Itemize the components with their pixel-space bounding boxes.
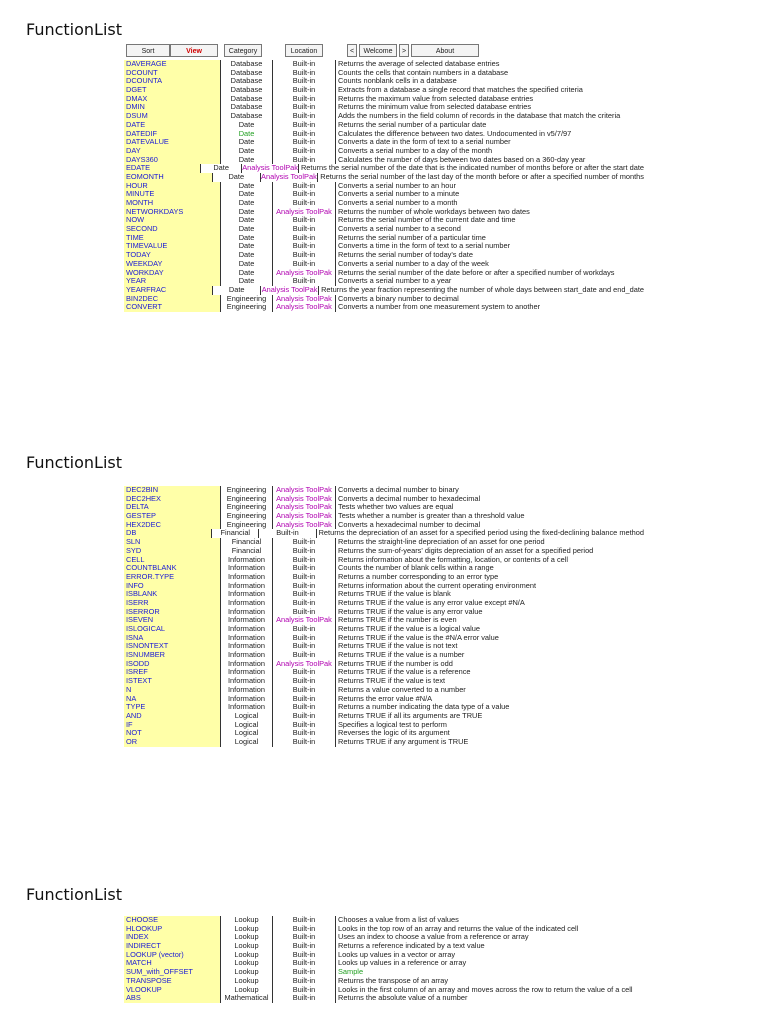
description-cell: Converts a serial number to a month bbox=[335, 199, 644, 208]
description-cell: Returns the year fraction representing the number of whole days between start_date and end_date bbox=[318, 286, 644, 295]
location-cell: Built-in bbox=[272, 959, 335, 968]
description-cell: Returns TRUE if the value is a reference bbox=[335, 668, 644, 677]
description-cell: Converts a decimal number to binary bbox=[335, 486, 644, 495]
description-cell: Returns TRUE if the number is even bbox=[335, 616, 644, 625]
prev-button[interactable]: < bbox=[347, 44, 357, 57]
view-button[interactable]: View bbox=[170, 44, 218, 57]
description-cell: Returns the serial number of the date that is the indicated number of months before or after the start date bbox=[298, 164, 644, 173]
description-cell: Returns information about the current operating environment bbox=[335, 582, 644, 591]
category-cell: Lookup bbox=[220, 968, 272, 977]
function-table bbox=[124, 916, 644, 1003]
function-name-cell[interactable]: CHOOSE bbox=[124, 916, 220, 925]
description-cell: Returns the average of selected database entries bbox=[335, 60, 644, 69]
table-row bbox=[124, 738, 644, 747]
table-row bbox=[124, 959, 644, 968]
function-name-cell[interactable]: ISERROR bbox=[124, 608, 220, 617]
function-name-cell[interactable]: IF bbox=[124, 721, 220, 730]
location-cell: Analysis ToolPak bbox=[272, 495, 335, 504]
category-cell: Logical bbox=[220, 729, 272, 738]
category-cell: Logical bbox=[220, 738, 272, 747]
category-cell: Information bbox=[220, 642, 272, 651]
location-cell: Built-in bbox=[272, 933, 335, 942]
description-cell: Counts the cells that contain numbers in a database bbox=[335, 69, 644, 78]
location-cell: Built-in bbox=[272, 599, 335, 608]
category-cell: Engineering bbox=[220, 503, 272, 512]
function-name-cell[interactable]: SECOND bbox=[124, 225, 220, 234]
location-cell: Built-in bbox=[272, 634, 335, 643]
function-name-cell[interactable]: DMIN bbox=[124, 103, 220, 112]
category-cell: Information bbox=[220, 703, 272, 712]
location-cell: Built-in bbox=[272, 695, 335, 704]
description-cell: Returns TRUE if the value is a number bbox=[335, 651, 644, 660]
function-name-cell[interactable]: WORKDAY bbox=[124, 269, 220, 278]
function-name-cell[interactable]: NETWORKDAYS bbox=[124, 208, 220, 217]
category-cell: Date bbox=[220, 156, 272, 165]
description-cell: Converts a binary number to decimal bbox=[335, 295, 644, 304]
function-name-cell[interactable]: BIN2DEC bbox=[124, 295, 220, 304]
category-cell: Information bbox=[220, 556, 272, 565]
category-cell: Date bbox=[212, 286, 260, 295]
description-cell: Returns the serial number of today's date bbox=[335, 251, 644, 260]
location-cell: Built-in bbox=[272, 156, 335, 165]
location-cell: Analysis ToolPak bbox=[272, 521, 335, 530]
sort-button[interactable]: Sort bbox=[126, 44, 170, 57]
category-cell: Date bbox=[212, 173, 260, 182]
location-cell: Analysis ToolPak bbox=[272, 486, 335, 495]
category-cell: Engineering bbox=[220, 303, 272, 312]
function-name-cell[interactable]: N bbox=[124, 686, 220, 695]
category-cell: Database bbox=[220, 103, 272, 112]
description-cell: Converts a serial number to a minute bbox=[335, 190, 644, 199]
location-cell: Built-in bbox=[272, 916, 335, 925]
function-name-cell[interactable]: VLOOKUP bbox=[124, 986, 220, 995]
function-name-cell[interactable]: SYD bbox=[124, 547, 220, 556]
location-cell: Built-in bbox=[272, 564, 335, 573]
function-name-cell[interactable]: INDIRECT bbox=[124, 942, 220, 951]
category-cell: Engineering bbox=[220, 521, 272, 530]
function-name-cell[interactable]: DELTA bbox=[124, 503, 220, 512]
description-cell: Returns the serial number of a particular time bbox=[335, 234, 644, 243]
function-name-cell[interactable]: DEC2HEX bbox=[124, 495, 220, 504]
function-name-cell[interactable]: ISBLANK bbox=[124, 590, 220, 599]
function-name-cell[interactable]: ISREF bbox=[124, 668, 220, 677]
description-cell: Returns TRUE if any argument is TRUE bbox=[335, 738, 644, 747]
location-cell: Built-in bbox=[272, 651, 335, 660]
location-cell: Built-in bbox=[272, 121, 335, 130]
function-name-cell[interactable]: ISODD bbox=[124, 660, 220, 669]
location-cell: Built-in bbox=[272, 277, 335, 286]
description-cell: Looks in the top row of an array and returns the value of the indicated cell bbox=[335, 925, 644, 934]
location-cell: Built-in bbox=[272, 642, 335, 651]
description-cell: Converts a number from one measurement system to another bbox=[335, 303, 644, 312]
category-cell: Date bbox=[220, 251, 272, 260]
page-title: FunctionList bbox=[26, 20, 123, 39]
location-cell: Built-in bbox=[272, 625, 335, 634]
category-cell: Date bbox=[220, 260, 272, 269]
description-cell: Returns the serial number of the current date and time bbox=[335, 216, 644, 225]
page-title: FunctionList bbox=[26, 885, 123, 904]
description-cell: Returns the sum-of-years' digits depreciation of an asset for a specified period bbox=[335, 547, 644, 556]
description-cell: Returns TRUE if the value is blank bbox=[335, 590, 644, 599]
location-cell: Built-in bbox=[272, 686, 335, 695]
category-cell: Lookup bbox=[220, 925, 272, 934]
category-cell: Date bbox=[220, 242, 272, 251]
function-name-cell[interactable]: DAYS360 bbox=[124, 156, 220, 165]
function-name-cell[interactable]: WEEKDAY bbox=[124, 260, 220, 269]
location-cell: Built-in bbox=[272, 538, 335, 547]
location-cell: Analysis ToolPak bbox=[272, 208, 335, 217]
function-name-cell[interactable]: ISNUMBER bbox=[124, 651, 220, 660]
function-name-cell[interactable]: EDATE bbox=[124, 164, 200, 173]
category-cell: Information bbox=[220, 660, 272, 669]
function-name-cell[interactable]: LOOKUP (vector) bbox=[124, 951, 220, 960]
description-cell: Converts a date in the form of text to a serial number bbox=[335, 138, 644, 147]
function-name-cell[interactable]: HOUR bbox=[124, 182, 220, 191]
category-button[interactable]: Category bbox=[224, 44, 262, 57]
description-cell: Tests whether a number is greater than a threshold value bbox=[335, 512, 644, 521]
function-name-cell[interactable]: HEX2DEC bbox=[124, 521, 220, 530]
location-cell: Built-in bbox=[272, 721, 335, 730]
category-cell: Lookup bbox=[220, 942, 272, 951]
function-name-cell[interactable]: ISTEXT bbox=[124, 677, 220, 686]
function-name-cell[interactable]: ABS bbox=[124, 994, 220, 1003]
category-cell: Information bbox=[220, 686, 272, 695]
description-cell: Returns TRUE if the value is a logical value bbox=[335, 625, 644, 634]
category-cell: Date bbox=[220, 121, 272, 130]
description-cell: Converts a decimal number to hexadecimal bbox=[335, 495, 644, 504]
description-cell: Specifies a logical test to perform bbox=[335, 721, 644, 730]
function-name-cell[interactable]: ISEVEN bbox=[124, 616, 220, 625]
about-button[interactable]: About bbox=[411, 44, 479, 57]
category-cell: Financial bbox=[211, 529, 258, 538]
description-cell: Returns TRUE if the number is odd bbox=[335, 660, 644, 669]
description-cell: Converts a hexadecimal number to decimal bbox=[335, 521, 644, 530]
function-name-cell[interactable]: COUNTBLANK bbox=[124, 564, 220, 573]
description-cell: Looks up values in a reference or array bbox=[335, 959, 644, 968]
function-name-cell[interactable]: TRANSPOSE bbox=[124, 977, 220, 986]
function-name-cell[interactable]: HLOOKUP bbox=[124, 925, 220, 934]
description-cell: Extracts from a database a single record that matches the specified criteria bbox=[335, 86, 644, 95]
location-cell: Built-in bbox=[272, 738, 335, 747]
location-cell: Built-in bbox=[272, 225, 335, 234]
function-name-cell[interactable]: CELL bbox=[124, 556, 220, 565]
location-cell: Analysis ToolPak bbox=[272, 295, 335, 304]
function-name-cell[interactable]: DMAX bbox=[124, 95, 220, 104]
description-cell: Reverses the logic of its argument bbox=[335, 729, 644, 738]
function-name-cell[interactable]: DCOUNTA bbox=[124, 77, 220, 86]
function-name-cell[interactable]: ISERR bbox=[124, 599, 220, 608]
function-name-cell[interactable]: DGET bbox=[124, 86, 220, 95]
category-cell: Engineering bbox=[220, 486, 272, 495]
description-cell: Returns the serial number of the last day of the month before or after a specified number of months bbox=[317, 173, 644, 182]
location-cell: Built-in bbox=[272, 95, 335, 104]
category-cell: Date bbox=[220, 182, 272, 191]
location-cell: Built-in bbox=[272, 86, 335, 95]
location-cell: Analysis ToolPak bbox=[272, 660, 335, 669]
category-cell: Information bbox=[220, 616, 272, 625]
category-cell: Information bbox=[220, 590, 272, 599]
function-name-cell[interactable]: DCOUNT bbox=[124, 69, 220, 78]
category-cell: Date bbox=[220, 277, 272, 286]
location-cell: Built-in bbox=[272, 216, 335, 225]
function-name-cell[interactable]: GESTEP bbox=[124, 512, 220, 521]
category-cell: Information bbox=[220, 564, 272, 573]
location-cell: Built-in bbox=[272, 260, 335, 269]
location-cell: Built-in bbox=[272, 190, 335, 199]
location-cell: Built-in bbox=[272, 199, 335, 208]
location-cell: Built-in bbox=[272, 103, 335, 112]
description-cell: Looks in the first column of an array and moves across the row to return the value of a cell bbox=[335, 986, 644, 995]
location-cell: Built-in bbox=[272, 77, 335, 86]
location-cell: Built-in bbox=[272, 130, 335, 139]
function-name-cell[interactable]: NOT bbox=[124, 729, 220, 738]
function-name-cell[interactable]: AND bbox=[124, 712, 220, 721]
description-cell: Returns the error value #N/A bbox=[335, 695, 644, 704]
function-name-cell[interactable]: DEC2BIN bbox=[124, 486, 220, 495]
description-cell: Tests whether two values are equal bbox=[335, 503, 644, 512]
function-name-cell[interactable]: CONVERT bbox=[124, 303, 220, 312]
category-cell: Information bbox=[220, 668, 272, 677]
welcome-button[interactable]: Welcome bbox=[359, 44, 397, 57]
function-name-cell[interactable]: TODAY bbox=[124, 251, 220, 260]
category-cell: Date bbox=[220, 234, 272, 243]
description-cell: Returns the serial number of the date before or after a specified number of workdays bbox=[335, 269, 644, 278]
category-cell: Mathematical bbox=[220, 994, 272, 1003]
category-cell: Lookup bbox=[220, 959, 272, 968]
category-cell: Engineering bbox=[220, 512, 272, 521]
description-cell: Returns TRUE if the value is any error value except #N/A bbox=[335, 599, 644, 608]
location-cell: Built-in bbox=[272, 556, 335, 565]
description-cell: Returns a value converted to a number bbox=[335, 686, 644, 695]
description-cell: Counts nonblank cells in a database bbox=[335, 77, 644, 86]
location-button[interactable]: Location bbox=[285, 44, 323, 57]
category-cell: Information bbox=[220, 599, 272, 608]
function-name-cell[interactable]: EOMONTH bbox=[124, 173, 212, 182]
description-cell: Returns information about the formatting, location, or contents of a cell bbox=[335, 556, 644, 565]
location-cell: Built-in bbox=[272, 703, 335, 712]
location-cell: Analysis ToolPak bbox=[272, 616, 335, 625]
category-cell: Financial bbox=[220, 538, 272, 547]
function-name-cell[interactable]: ISNONTEXT bbox=[124, 642, 220, 651]
function-name-cell[interactable]: DATEDIF bbox=[124, 130, 220, 139]
description-cell: Returns the minimum value from selected database entries bbox=[335, 103, 644, 112]
category-cell: Database bbox=[220, 86, 272, 95]
description-cell: Returns a number indicating the data type of a value bbox=[335, 703, 644, 712]
description-cell: Uses an index to choose a value from a reference or array bbox=[335, 933, 644, 942]
location-cell: Built-in bbox=[272, 138, 335, 147]
description-cell: Converts a serial number to a year bbox=[335, 277, 644, 286]
description-cell: Sample bbox=[335, 968, 644, 977]
location-cell: Built-in bbox=[272, 234, 335, 243]
location-cell: Built-in bbox=[272, 573, 335, 582]
description-cell: Converts a serial number to a day of the week bbox=[335, 260, 644, 269]
location-cell: Analysis ToolPak bbox=[272, 269, 335, 278]
category-cell: Date bbox=[220, 147, 272, 156]
category-cell: Information bbox=[220, 651, 272, 660]
location-cell: Analysis ToolPak bbox=[272, 303, 335, 312]
function-table bbox=[124, 44, 644, 312]
location-cell: Built-in bbox=[272, 986, 335, 995]
category-cell: Information bbox=[220, 573, 272, 582]
location-cell: Built-in bbox=[272, 712, 335, 721]
function-name-cell[interactable]: INFO bbox=[124, 582, 220, 591]
location-cell: Built-in bbox=[272, 251, 335, 260]
category-cell: Lookup bbox=[220, 986, 272, 995]
category-cell: Information bbox=[220, 582, 272, 591]
location-cell: Built-in bbox=[272, 112, 335, 121]
location-cell: Built-in bbox=[272, 968, 335, 977]
category-cell: Logical bbox=[220, 721, 272, 730]
category-cell: Date bbox=[220, 138, 272, 147]
location-cell: Built-in bbox=[272, 994, 335, 1003]
function-name-cell[interactable]: NA bbox=[124, 695, 220, 704]
description-cell: Returns the transpose of an array bbox=[335, 977, 644, 986]
description-cell: Returns the absolute value of a number bbox=[335, 994, 644, 1003]
location-cell: Built-in bbox=[272, 608, 335, 617]
table-body bbox=[124, 916, 644, 1003]
location-cell: Built-in bbox=[272, 977, 335, 986]
function-name-cell[interactable]: ISLOGICAL bbox=[124, 625, 220, 634]
category-cell: Information bbox=[220, 608, 272, 617]
description-cell: Calculates the difference between two dates. Undocumented in v5/7/97 bbox=[335, 130, 644, 139]
function-name-cell[interactable]: DATE bbox=[124, 121, 220, 130]
description-cell: Returns the number of whole workdays between two dates bbox=[335, 208, 644, 217]
description-cell: Returns the serial number of a particular date bbox=[335, 121, 644, 130]
function-table bbox=[124, 486, 644, 747]
function-name-cell[interactable]: DSUM bbox=[124, 112, 220, 121]
description-cell: Returns TRUE if all its arguments are TRUE bbox=[335, 712, 644, 721]
description-cell: Returns the straight-line depreciation of an asset for one period bbox=[335, 538, 644, 547]
location-cell: Built-in bbox=[272, 668, 335, 677]
description-cell: Converts a serial number to an hour bbox=[335, 182, 644, 191]
location-cell: Analysis ToolPak bbox=[261, 171, 317, 181]
function-name-cell[interactable]: DAVERAGE bbox=[124, 60, 220, 69]
category-cell: Database bbox=[220, 95, 272, 104]
description-cell: Looks up values in a vector or array bbox=[335, 951, 644, 960]
description-cell: Returns TRUE if the value is any error value bbox=[335, 608, 644, 617]
table-row bbox=[124, 994, 644, 1003]
description-cell: Returns TRUE if the value is not text bbox=[335, 642, 644, 651]
location-cell: Built-in bbox=[272, 925, 335, 934]
description-cell: Converts a serial number to a day of the month bbox=[335, 147, 644, 156]
description-cell: Returns a number corresponding to an error type bbox=[335, 573, 644, 582]
location-cell: Built-in bbox=[258, 529, 315, 538]
category-cell: Engineering bbox=[220, 495, 272, 504]
location-cell: Built-in bbox=[272, 677, 335, 686]
function-name-cell[interactable]: SLN bbox=[124, 538, 220, 547]
function-name-cell[interactable]: MATCH bbox=[124, 959, 220, 968]
location-cell: Built-in bbox=[272, 242, 335, 251]
category-cell: Engineering bbox=[220, 295, 272, 304]
location-cell: Analysis ToolPak bbox=[242, 163, 298, 173]
category-cell: Date bbox=[220, 216, 272, 225]
function-name-cell[interactable]: DAY bbox=[124, 147, 220, 156]
function-name-cell[interactable]: DB bbox=[124, 529, 211, 538]
category-cell: Database bbox=[220, 77, 272, 86]
location-cell: Built-in bbox=[272, 582, 335, 591]
location-cell: Built-in bbox=[272, 942, 335, 951]
function-name-cell[interactable]: YEARFRAC bbox=[124, 286, 212, 295]
description-cell: Converts a time in the form of text to a serial number bbox=[335, 242, 644, 251]
function-name-cell[interactable]: OR bbox=[124, 738, 220, 747]
location-cell: Built-in bbox=[272, 590, 335, 599]
description-cell: Adds the numbers in the field column of records in the database that match the criteria bbox=[335, 112, 644, 121]
location-cell: Built-in bbox=[272, 147, 335, 156]
table-body bbox=[124, 486, 644, 747]
location-cell: Analysis ToolPak bbox=[272, 503, 335, 512]
function-name-cell[interactable]: INDEX bbox=[124, 933, 220, 942]
function-name-cell[interactable]: TYPE bbox=[124, 703, 220, 712]
category-cell: Information bbox=[220, 625, 272, 634]
function-name-cell[interactable]: ERROR.TYPE bbox=[124, 573, 220, 582]
description-cell: Returns TRUE if the value is text bbox=[335, 677, 644, 686]
category-cell: Lookup bbox=[220, 933, 272, 942]
category-cell: Database bbox=[220, 69, 272, 78]
category-cell: Date bbox=[220, 269, 272, 278]
location-cell: Built-in bbox=[272, 182, 335, 191]
function-name-cell[interactable]: TIMEVALUE bbox=[124, 242, 220, 251]
category-cell: Financial bbox=[220, 547, 272, 556]
category-cell: Database bbox=[220, 60, 272, 69]
function-name-cell[interactable]: NOW bbox=[124, 216, 220, 225]
function-name-cell[interactable]: SUM_with_OFFSET bbox=[124, 968, 220, 977]
category-cell: Date bbox=[220, 130, 272, 139]
function-name-cell[interactable]: ISNA bbox=[124, 634, 220, 643]
table-row bbox=[124, 303, 644, 312]
table-body bbox=[124, 60, 644, 312]
category-cell: Date bbox=[220, 190, 272, 199]
location-cell: Built-in bbox=[272, 547, 335, 556]
category-cell: Lookup bbox=[220, 977, 272, 986]
function-name-cell[interactable]: TIME bbox=[124, 234, 220, 243]
category-cell: Information bbox=[220, 634, 272, 643]
category-cell: Date bbox=[220, 208, 272, 217]
category-cell: Date bbox=[200, 164, 241, 173]
description-cell: Returns TRUE if the value is the #N/A error value bbox=[335, 634, 644, 643]
function-name-cell[interactable]: MONTH bbox=[124, 199, 220, 208]
category-cell: Database bbox=[220, 112, 272, 121]
category-cell: Logical bbox=[220, 712, 272, 721]
description-cell: Converts a serial number to a second bbox=[335, 225, 644, 234]
description-cell: Returns a reference indicated by a text value bbox=[335, 942, 644, 951]
description-cell: Chooses a value from a list of values bbox=[335, 916, 644, 925]
location-cell: Built-in bbox=[272, 951, 335, 960]
location-cell: Analysis ToolPak bbox=[261, 284, 318, 294]
category-cell: Date bbox=[220, 199, 272, 208]
category-cell: Information bbox=[220, 695, 272, 704]
category-cell: Lookup bbox=[220, 951, 272, 960]
description-cell: Calculates the number of days between two dates based on a 360-day year bbox=[335, 156, 644, 165]
function-name-cell[interactable]: MINUTE bbox=[124, 190, 220, 199]
toolbar bbox=[124, 44, 644, 59]
description-cell: Returns the maximum value from selected database entries bbox=[335, 95, 644, 104]
category-cell: Lookup bbox=[220, 916, 272, 925]
function-name-cell[interactable]: YEAR bbox=[124, 277, 220, 286]
location-cell: Built-in bbox=[272, 60, 335, 69]
description-cell: Returns the depreciation of an asset for a specified period using the fixed-declining balance method bbox=[316, 529, 644, 538]
function-name-cell[interactable]: DATEVALUE bbox=[124, 138, 220, 147]
page-title: FunctionList bbox=[26, 453, 123, 472]
location-cell: Built-in bbox=[272, 729, 335, 738]
location-cell: Analysis ToolPak bbox=[272, 512, 335, 521]
category-cell: Information bbox=[220, 677, 272, 686]
description-cell: Counts the number of blank cells within a range bbox=[335, 564, 644, 573]
category-cell: Date bbox=[220, 225, 272, 234]
location-cell: Built-in bbox=[272, 69, 335, 78]
next-button[interactable]: > bbox=[399, 44, 409, 57]
